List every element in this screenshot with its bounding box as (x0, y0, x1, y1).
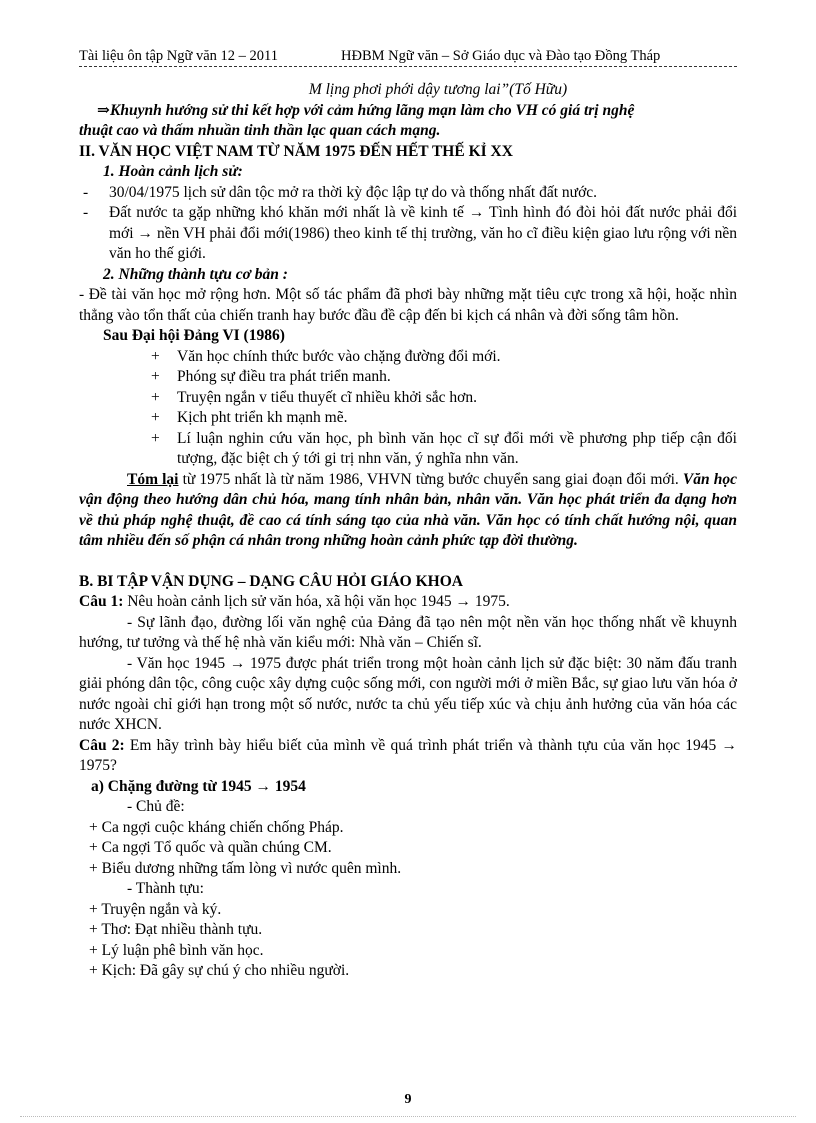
plus-marker: + (151, 368, 160, 385)
header-right-text: HĐBM Ngữ văn – Sở Giáo dục và Đào tạo Đồng Tháp (341, 48, 661, 64)
topic-label: - Chủ đề: (127, 798, 185, 815)
achievement-item: + Truyện ngắn và ký. (89, 900, 222, 918)
conclusion-line-a: ⇒Khuynh hướng sử thi kết hợp với cảm hứng lãng mạn làm cho VH có giá trị nghệ (97, 101, 635, 119)
achievement-item: + Thơ: Đạt nhiều thành tựu. (89, 921, 263, 938)
topic-item: + Ca ngợi cuộc kháng chiến chống Pháp. (89, 818, 344, 836)
page-number: 9 (404, 1092, 412, 1107)
question-1-paragraph-2: - Văn học 1945 → 1975 được phát triển trong một hoàn cảnh lịch sử đặc biệt: 30 năm đấu tranh giải phóng dân tộc, công cuộc xây dựng cuộc sống mới, con người mới ở miền Bắc, sự giao lưu văn hóa ở nước ngoài chỉ giới hạn trong một số nước, nước ta chủ yếu tiếp xúc và chịu ảnh hưởng của văn hóa các nước XHCN. (79, 654, 737, 733)
topic-item: + Biểu dương những tấm lòng vì nước quên mình. (89, 859, 402, 877)
summary-paragraph (79, 470, 737, 552)
header-divider (79, 66, 737, 67)
summary-emphasis: Văn học vận động theo hướng dân chủ hóa, mang tính nhân bản, nhân văn. Văn học phát triển đa dạng hơn về thủ pháp nghệ thuật, đề cao cá tính sáng tạo của nhà văn. Văn học có tính chất hướng nội, quan tâm nhiều đến số phận cá nhân trong những hoàn cảnh phức tạp đời thường. (79, 470, 737, 549)
achievement-item: + Kịch: Đã gây sự chú ý cho nhiều người. (89, 962, 350, 979)
list-item (79, 183, 737, 204)
question-1-paragraph-1: - Sự lãnh đạo, đường lối văn nghệ của Đảng đã tạo nên một nền văn học thống nhất về khuynh hướng, tư tưởng và thế hệ nhà văn kiểu mới: Nhà văn – Chiến sĩ. (79, 613, 737, 651)
topic-item: + Ca ngợi Tổ quốc và quần chúng CM. (89, 839, 332, 856)
document-body (79, 80, 737, 982)
question-2-text: Em hãy trình bày hiểu biết của mình về quá trình phát triển và thành tựu của văn học 1945 → 1975? (79, 736, 737, 774)
list-item-text: 30/04/1975 lịch sử dân tộc mở ra thời kỳ độc lập tự do và thống nhất đất nước. (109, 183, 598, 201)
list-item-text: Đất nước ta gặp những khó khăn mới nhất là về kinh tế → Tình hình đó đòi hỏi đất nước phải đổi mới → nền VH phải đổi mới(1986) theo kinh tế thị trường, văn ho cĩ điều kiện giao lưu rộng với nền văn ho thế giới. (109, 204, 737, 262)
list-item-text: Truyện ngắn v tiểu thuyết cĩ nhiều khởi sắc hơn. (177, 388, 477, 406)
list-item-text: Phóng sự điều tra phát triển manh. (177, 368, 391, 385)
achievement-item: + Lý luận phê bình văn học. (89, 941, 264, 959)
plus-marker: + (151, 409, 160, 426)
plus-marker: + (151, 429, 160, 447)
list-item (79, 203, 737, 265)
list-item (79, 347, 737, 368)
after-congress-heading: Sau Đại hội Đảng VI (1986) (103, 327, 285, 344)
footer-divider (20, 1116, 796, 1117)
list-item-text: Văn học chính thức bước vào chặng đường đổi mới. (177, 347, 501, 365)
section-b-title: B. BI TẬP VẬN DỤNG – DẠNG CÂU HỎI GIÁO KHOA (79, 572, 463, 590)
conclusion-line-b: thuật cao và thấm nhuần tinh thần lạc quan cách mạng. (79, 122, 441, 139)
plus-marker: + (151, 388, 160, 406)
plus-marker: + (151, 347, 160, 365)
question-1-text: Nêu hoàn cảnh lịch sử văn hóa, xã hội văn học 1945 → 1975. (123, 593, 510, 610)
subsection-1-title: 1. Hoàn cảnh lịch sử: (103, 163, 243, 180)
spacer (79, 552, 737, 572)
q2-part-a-title: a) Chặng đường từ 1945 → 1954 (91, 777, 306, 795)
list-item (79, 367, 737, 388)
list-item-text: Kịch pht triển kh mạnh mẽ. (177, 409, 348, 426)
summary-text: từ 1975 nhất là từ năm 1986, VHVN từng bước chuyển sang giai đoạn đổi mới. (178, 470, 683, 488)
header-left-text: Tài liệu ôn tập Ngữ văn 12 – 2011 (79, 48, 279, 64)
dash-marker: - (83, 183, 89, 201)
list-item (79, 408, 737, 429)
list-item (79, 429, 737, 470)
quote-line: M lịng phơi phới dậy tương lai”(Tố Hữu) (308, 81, 568, 98)
question-1-label: Câu 1: (79, 593, 124, 610)
dash-marker: - (83, 204, 89, 221)
question-2-label: Câu 2: (79, 736, 125, 754)
summary-label: Tóm lại (127, 470, 179, 488)
question-2 (79, 736, 737, 777)
list-item-text: Lí luận nghin cứu văn học, ph bình văn học cĩ sự đổi mới về phương php tiếp cận đối tượng, đặc biệt ch ý tới gi trị nhn văn, ý nghĩa nhn văn. (177, 429, 737, 467)
achievement-label: - Thành tựu: (127, 880, 204, 897)
list-item (79, 388, 737, 409)
subsection-2-title: 2. Những thành tựu cơ bản : (103, 265, 288, 283)
question-1 (79, 592, 737, 613)
subsection-2-paragraph: - Đề tài văn học mở rộng hơn. Một số tác phẩm đã phơi bày những mặt tiêu cực trong xã hội, hoặc nhìn thẳng vào tổn thất của chiến tranh hay bước đầu đề cập đến bi kịch cá nhân và đời sống tâm hồn. (79, 286, 737, 324)
section-ii-title: II. VĂN HỌC VIỆT NAM TỪ NĂM 1975 ĐẾN HẾT THẾ KỈ XX (79, 142, 513, 160)
